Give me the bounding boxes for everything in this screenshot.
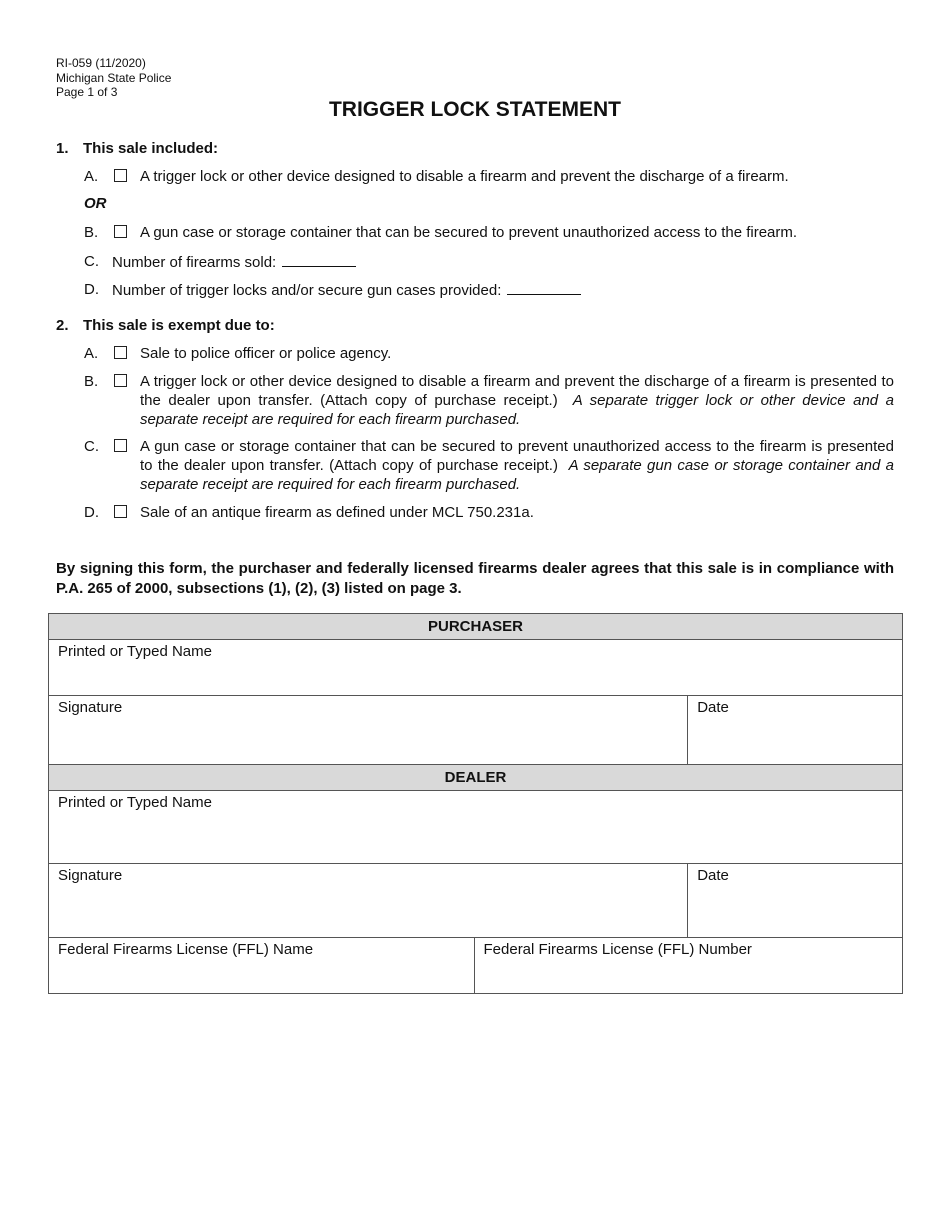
or-separator: OR — [84, 195, 107, 212]
s1-item-b — [84, 223, 894, 243]
item-letter: A. — [84, 345, 99, 362]
page-title: TRIGGER LOCK STATEMENT — [328, 98, 622, 121]
s1-item-d — [84, 280, 894, 300]
item-text: Sale of an antique firearm as defined under MCL 750.231a. — [140, 504, 534, 521]
s1-a-checkbox[interactable] — [114, 169, 127, 182]
field-label: Signature — [58, 867, 123, 884]
item-letter: D. — [84, 504, 99, 521]
dealer-signature-field[interactable] — [49, 864, 688, 938]
form-id: RI-059 (11/2020) — [56, 56, 146, 70]
field-label: Printed or Typed Name — [58, 794, 212, 811]
item-letter: B. — [84, 373, 99, 390]
dealer-name-field[interactable] — [49, 791, 903, 864]
item-note: A separate trigger lock or other device and a separate receipt are required for each firearm purchased. — [140, 392, 894, 428]
field-label: Printed or Typed Name — [58, 643, 212, 660]
s1-item-a — [84, 167, 894, 187]
s2-item-d — [84, 503, 894, 523]
section-title: This sale included: — [83, 140, 219, 157]
dealer-date-field[interactable] — [688, 864, 903, 938]
section-number: 1. — [56, 140, 69, 157]
s1-b-checkbox[interactable] — [114, 225, 127, 238]
form-header — [56, 56, 171, 100]
ffl-name-field[interactable] — [49, 938, 475, 994]
item-letter: A. — [84, 168, 99, 185]
s2-item-c — [84, 437, 894, 497]
item-text: Number of trigger locks and/or secure gun cases provided: — [112, 282, 502, 299]
agency-name: Michigan State Police — [56, 70, 172, 85]
item-letter: D. — [84, 281, 99, 298]
item-text: Sale to police officer or police agency. — [140, 345, 392, 362]
s2-d-checkbox[interactable] — [114, 505, 127, 518]
field-label: Date — [697, 867, 729, 884]
field-label: Federal Firearms License (FFL) Number — [483, 941, 752, 958]
ffl-number-field[interactable] — [474, 938, 903, 994]
item-letter: B. — [84, 224, 99, 241]
section-number: 2. — [56, 317, 69, 334]
purchaser-heading: PURCHASER — [49, 614, 903, 640]
section-title: This sale is exempt due to: — [83, 317, 275, 334]
s2-a-checkbox[interactable] — [114, 346, 127, 359]
dealer-heading: DEALER — [49, 765, 903, 791]
item-note: A separate gun case or storage container and a separate receipt are required for each firearm purchased. — [140, 457, 894, 493]
locks-provided-field[interactable] — [507, 280, 581, 295]
item-text: A gun case or storage container that can be secured to prevent unauthorized access to the firearm. — [140, 224, 798, 241]
s2-item-b — [84, 372, 894, 432]
field-label: Signature — [58, 699, 123, 716]
purchaser-name-field[interactable] — [49, 640, 903, 696]
declaration-statement: By signing this form, the purchaser and federally licensed firearms dealer agrees that this sale is in compliance with P.A. 265 of 2000, subsections (1), (2), (3) listed on page 3. — [56, 560, 894, 597]
signature-table — [48, 613, 903, 994]
field-label: Date — [697, 699, 729, 716]
s2-c-checkbox[interactable] — [114, 439, 127, 452]
item-text: Number of firearms sold: — [112, 254, 277, 271]
item-text: A trigger lock or other device designed to disable a firearm and prevent the discharge of a firearm. — [140, 168, 789, 185]
firearms-sold-field[interactable] — [282, 252, 356, 267]
item-letter: C. — [84, 253, 99, 270]
field-label: Federal Firearms License (FFL) Name — [58, 941, 314, 958]
page-number: Page 1 of 3 — [56, 85, 118, 99]
purchaser-date-field[interactable] — [688, 696, 903, 765]
item-letter: C. — [84, 438, 99, 455]
s2-item-a — [84, 344, 894, 364]
purchaser-signature-field[interactable] — [49, 696, 688, 765]
item-text: A trigger lock or other device designed to disable a firearm and prevent the discharge of a firearm is presented to the dealer upon transfer. (Attach copy of purchase receipt.) — [140, 373, 894, 409]
s1-item-c — [84, 252, 894, 272]
item-text: A gun case or storage container that can be secured to prevent unauthorized access to the firearm is presented to the dealer upon transfer. (Attach copy of purchase receipt.) — [140, 438, 894, 474]
s2-b-checkbox[interactable] — [114, 374, 127, 387]
